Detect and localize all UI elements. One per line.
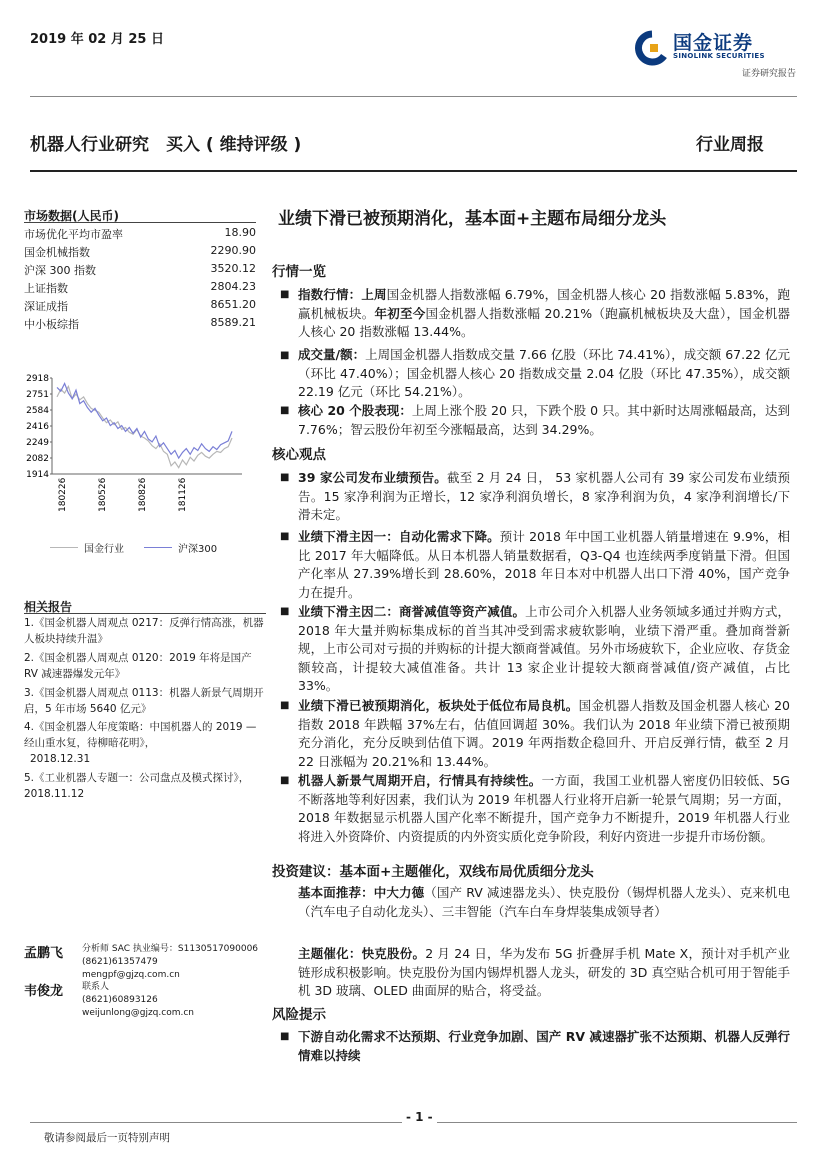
market-row: [24, 298, 256, 314]
y-tick-label: 2751: [26, 390, 49, 400]
page-number: - 1 -: [402, 1110, 437, 1124]
y-tick-label: 2584: [26, 406, 49, 416]
sinolink-logo-icon: [630, 28, 670, 68]
bullet-icon: ■: [280, 405, 290, 416]
market-label: 沪深 300 指数: [24, 264, 96, 277]
bullet-icon: ■: [280, 531, 290, 542]
market-row: [24, 280, 256, 296]
market-title: 市场数据(人民币): [24, 209, 119, 223]
market-value: 3520.12: [210, 262, 256, 275]
bullet-icon: ■: [280, 1031, 290, 1042]
section-title: 投资建议：基本面+主题催化，双线布局优质细分龙头: [272, 864, 594, 880]
x-tick-label: 180226: [58, 477, 68, 512]
market-row: [24, 316, 256, 332]
legend-swatch-industry: [50, 547, 78, 548]
section-title: 核心观点: [272, 447, 326, 463]
bullet-icon: ■: [280, 700, 290, 711]
author-phone: (8621)60893126: [82, 995, 158, 1005]
report-type: 行业周报: [696, 135, 764, 155]
author-info: [82, 981, 194, 1020]
paragraph: 成交量/额：上周国金机器人指数成交量 7.66 亿股（环比 74.41%），成交额 67.22 亿元（环比 47.40%）；国金机器人核心 20 指数成交量 2.04 亿股（环比 47.35%），成交额 22.19 亿元（环比 54.21%）。: [298, 347, 790, 399]
bullet-icon: ■: [280, 606, 290, 617]
logo-sub: 证券研究报告: [742, 69, 797, 79]
series-line-0: [57, 386, 232, 467]
y-tick-label: 2416: [26, 422, 49, 432]
author-email[interactable]: mengpf@gjzq.com.cn: [82, 970, 180, 980]
market-value: 8589.21: [210, 316, 256, 329]
author-info: [82, 943, 258, 982]
market-label: 中小板综指: [24, 318, 79, 331]
report-title: 机器人行业研究 买入 ( 维持评级 ): [30, 135, 302, 155]
related-title: 相关报告: [24, 600, 73, 614]
related-item: 4.《国金机器人年度策略：中国机器人的 2019 — 经山重水复，待柳暗花明》，: [24, 721, 257, 749]
market-label: 上证指数: [24, 282, 68, 295]
market-value: 2804.23: [210, 280, 256, 293]
bullet-icon: ■: [280, 775, 290, 786]
related-item: 2018.12.31: [30, 753, 91, 765]
logo-cn: 国金证券: [673, 32, 754, 54]
author-name: 韦俊龙: [24, 984, 64, 999]
chart-legend: [50, 540, 217, 555]
market-label: 市场优化平均市盈率: [24, 228, 123, 241]
x-tick-label: 180526: [98, 477, 108, 512]
section-title: 行情一览: [272, 264, 326, 280]
x-tick-label: 181126: [178, 477, 188, 512]
related-item: 3.《国金机器人周观点 0113：机器人新景气周期开启，5 年市场 5640 亿元》: [24, 687, 264, 715]
paragraph: 核心 20 个股表现：上周上涨个股 20 只，下跌个股 0 只。其中新时达周涨幅最高，达到 7.76%；智云股份年初至今涨幅最高，达到 34.29%。: [298, 403, 790, 437]
paragraph: 业绩下滑主因一：自动化需求下降。预计 2018 年中国工业机器人销量增速在 9.9%，相比 2017 年大幅降低。从日本机器人销量数据看，Q3-Q4 也连续两季度销量下滑。但国产化率从 27.39%增长到 28.60%，2018 年日本对中机器人出口下滑 40%，国产竞争力在提升。: [298, 529, 790, 600]
y-tick-label: 2249: [26, 438, 49, 448]
y-tick-label: 2082: [26, 454, 49, 464]
legend-hs300: 沪深300: [178, 544, 218, 555]
market-row: [24, 226, 256, 242]
index-chart: [24, 368, 244, 568]
bullet-icon: ■: [280, 289, 290, 300]
related-item: 1.《国金机器人周观点 0217：反弹行情高涨，机器人板块持续升温》: [24, 617, 264, 645]
divider: [24, 613, 266, 614]
legend-industry: 国金行业: [84, 544, 124, 555]
report-date: 2019 年 02 月 25 日: [30, 32, 164, 47]
market-row: [24, 244, 256, 260]
x-tick-label: 180826: [138, 477, 148, 512]
market-value: 2290.90: [210, 244, 256, 257]
divider: [30, 170, 797, 172]
section-title: 风险提示: [272, 1007, 326, 1023]
paragraph: 下游自动化需求不达预期、行业竞争加剧、国产 RV 减速器扩张不达预期、机器人反弹行情难以持续: [298, 1029, 790, 1063]
y-tick-label: 1914: [26, 470, 49, 480]
divider: [24, 222, 256, 223]
divider: [30, 96, 797, 97]
paragraph: 业绩下滑已被预期消化，板块处于低位布局良机。国金机器人指数及国金机器人核心 20 指数 2018 年跌幅 37%左右，估值回调超 30%。我们认为 2018 年业绩下滑已被预期充分消化，充分反映到估值下调。2019 年两指数企稳回升、开启反弹行情，截至 2 月 22 日涨幅为 20.21%和 13.44%。: [298, 698, 790, 769]
market-row: [24, 262, 256, 278]
y-tick-label: 2918: [26, 374, 49, 384]
paragraph: 主题催化：快克股份。2 月 24 日，华为发布 5G 折叠屏手机 Mate X，预计对手机产业链形成积极影响。快克股份为国内锡焊机器人龙头，研发的 3D 真空贴合机可用于智能手机 3D 玻璃、OLED 曲面屏的贴合，将受益。: [298, 946, 790, 998]
paragraph: 指数行情：上周国金机器人指数涨幅 6.79%，国金机器人核心 20 指数涨幅 5.83%，跑赢机械板块。年初至今国金机器人指数涨幅 20.21%（跑赢机械板块及大盘），国金机器人核心 20 指数涨幅 13.44%。: [298, 287, 790, 339]
market-label: 国金机械指数: [24, 246, 90, 259]
paragraph: 业绩下滑主因二：商誉减值等资产减值。上市公司介入机器人业务领域多通过并购方式，2018 年大量并购标集成标的首当其冲受到需求疲软影响，业绩下滑严重。叠加商誉新规，上市公司对亏损的并购标的计提大额商誉减值。另外市场疲软下，企业应收、存货金额较高，计提较大减值准备。共计 13 家企业计提较大额商誉减值/资产减值，占比 33%。: [298, 604, 790, 693]
author-email[interactable]: weijunlong@gjzq.com.cn: [82, 1008, 194, 1018]
bullet-icon: ■: [280, 350, 290, 361]
paragraph: 39 家公司发布业绩预告。截至 2 月 24 日， 53 家机器人公司有 39 家公司发布业绩预告。15 家净利润为正增长，12 家净利润负增长，8 家净利润为负，4 家净利润增长/下滑未定。: [298, 470, 790, 522]
paragraph: 基本面推荐：中大力德（国产 RV 减速器龙头）、快克股份（锡焊机器人龙头）、克来机电（汽车电子自动化龙头）、三丰智能（汽车白车身焊装集成领导者）: [298, 885, 790, 919]
author-phone: (8621)61357479: [82, 957, 158, 967]
related-item: 2.《国金机器人周观点 0120：2019 年将是国产 RV 减速器爆发元年》: [24, 652, 252, 680]
author-name: 孟鹏飞: [24, 946, 64, 961]
market-label: 深证成指: [24, 300, 68, 313]
legend-swatch-hs300: [144, 547, 172, 548]
author-sac: 分析师 SAC 执业编号：S1130517090006: [82, 944, 259, 954]
footer-note: 敬请参阅最后一页特别声明: [44, 1132, 170, 1144]
market-value: 8651.20: [210, 298, 256, 311]
author-role: 联系人: [82, 982, 110, 992]
bullet-icon: ■: [280, 472, 290, 483]
related-item: 5.《工业机器人专题一：公司盘点及模式探讨》，2018.11.12: [24, 772, 250, 800]
paragraph: 机器人新景气周期开启，行情具有持续性。一方面，我国工业机器人密度仍旧较低、5G 不断落地等利好因素，我们认为 2019 年机器人行业将开启新一轮景气周期；另一方面，2018 年数据显示机器人国产化率不断提升，国产竞争力不断提升，2019 年机器人行业将进入外资降价、内资提质的内外资实质化竞争阶段，利好内资进一步提升市场份额。: [298, 773, 790, 844]
logo-en: SINOLINK SECURITIES: [673, 52, 765, 60]
series-line-1: [57, 384, 232, 459]
market-value: 18.90: [224, 226, 256, 239]
headline: 业绩下滑已被预期消化，基本面+主题布局细分龙头: [278, 209, 667, 229]
